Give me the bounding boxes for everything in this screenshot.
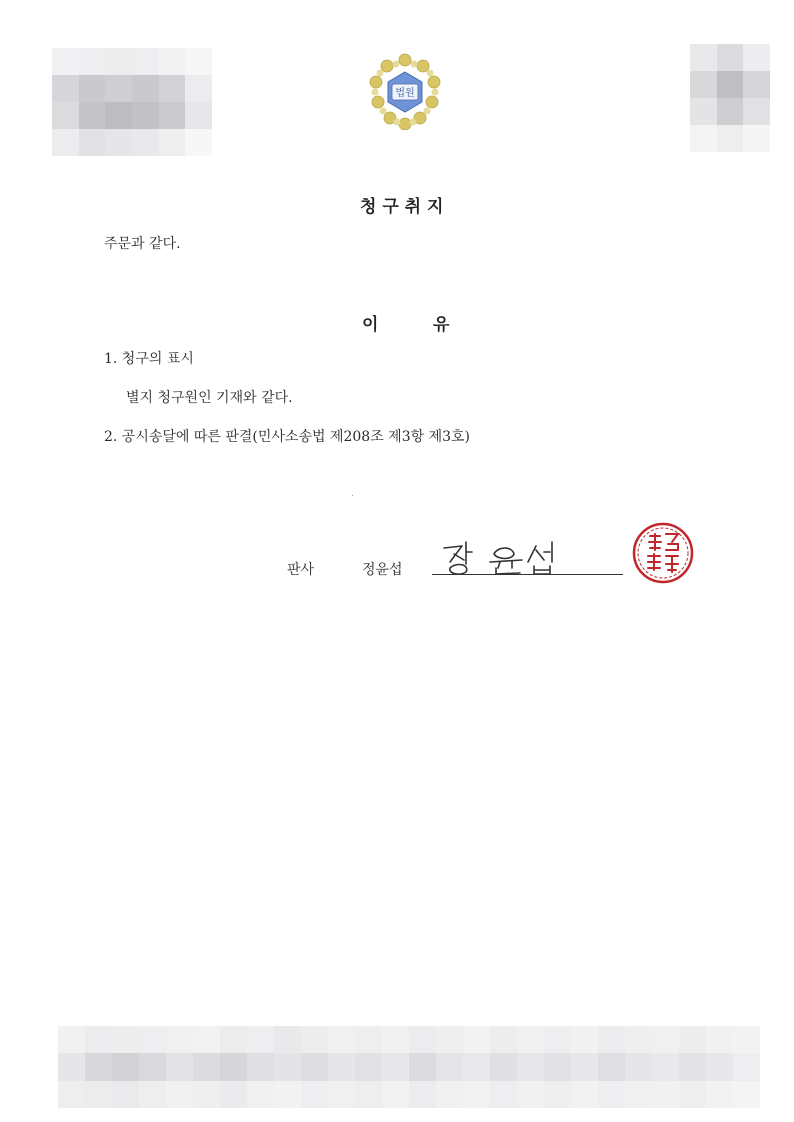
claim-text: 주문과 같다. (104, 236, 181, 252)
judge-title: 판사 (287, 562, 315, 578)
redacted-footer (58, 1026, 760, 1108)
judge-seal-icon (632, 522, 694, 584)
handwritten-signature (436, 536, 586, 578)
reasons-heading-right: 유 (433, 315, 450, 335)
court-emblem-icon (368, 52, 442, 130)
reason-item-2-title: 2. 공시송달에 따른 판결(민사소송법 제208조 제3항 제3호) (104, 429, 470, 445)
speck (352, 495, 353, 496)
judge-name: 정윤섭 (362, 562, 403, 578)
reasons-heading-left: 이 (362, 315, 379, 335)
signature-line (432, 574, 623, 575)
claim-heading: 청 구 취 지 (360, 197, 444, 217)
redacted-header-left (52, 48, 212, 156)
reason-item-1-text: 별지 청구원인 기재와 같다. (126, 390, 293, 406)
redacted-header-right (690, 44, 770, 152)
reason-item-1-title: 1. 청구의 표시 (104, 351, 194, 367)
emblem-label: 법원 (395, 88, 415, 99)
